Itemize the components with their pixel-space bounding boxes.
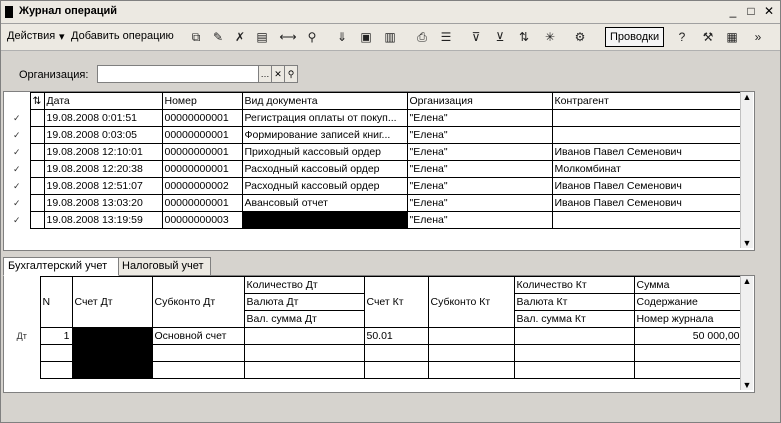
date-cell[interactable]: 19.08.2008 12:51:07 xyxy=(44,178,162,195)
report-icon[interactable]: ▥ xyxy=(384,30,396,44)
table-row[interactable] xyxy=(4,127,744,144)
document-icon[interactable]: ▣ xyxy=(360,30,372,44)
column-schet-kt[interactable]: Счет Кт xyxy=(364,277,428,328)
help-icon[interactable]: ? xyxy=(678,30,686,44)
provodki-button[interactable]: Проводки xyxy=(605,27,664,47)
doc-type-cell[interactable]: Приходный кассовый ордер xyxy=(242,144,407,161)
column-n[interactable]: N xyxy=(40,277,72,328)
doc-type-cell[interactable]: Расходный кассовый ордер xyxy=(242,178,407,195)
org-cell[interactable]: "Елена" xyxy=(407,212,552,229)
row-marker-header xyxy=(4,93,30,110)
refresh-icon[interactable]: ✳ xyxy=(544,30,556,44)
table-row-selected[interactable] xyxy=(4,212,744,229)
contractor-cell[interactable]: Иванов Павел Семенович xyxy=(552,144,744,161)
posted-icon: ✓ xyxy=(4,212,30,229)
search-icon[interactable]: ⚲ xyxy=(284,65,298,83)
actions-menu[interactable]: Действия xyxy=(7,30,56,42)
column-organization[interactable]: Организация xyxy=(407,93,552,110)
scroll-up-icon[interactable]: ▲ xyxy=(742,276,752,286)
search-icon[interactable]: ⚲ xyxy=(307,30,317,44)
entry-subkonto-kt-cell[interactable] xyxy=(428,328,514,345)
journal-grid xyxy=(3,91,755,251)
number-cell[interactable]: 00000000001 xyxy=(162,161,242,178)
column-summa[interactable]: Сумма xyxy=(634,277,742,294)
post-icon[interactable]: ▤ xyxy=(256,30,268,44)
column-valsum-dt[interactable]: Вал. сумма Дт xyxy=(244,311,364,328)
doc-type-cell[interactable]: Регистрация оплаты от покуп... xyxy=(242,110,407,127)
entries-table xyxy=(4,276,743,379)
column-soderzhanie[interactable]: Содержание xyxy=(634,294,742,311)
maximize-icon[interactable]: □ xyxy=(747,4,755,18)
entry-row[interactable] xyxy=(4,328,742,345)
posted-icon: ✓ xyxy=(4,144,30,161)
sort-icon[interactable]: ⇅ xyxy=(30,93,44,110)
row-marker-header xyxy=(4,277,40,328)
doc-type-cell[interactable]: Авансовый отчет xyxy=(242,195,407,212)
number-cell[interactable]: 00000000002 xyxy=(162,178,242,195)
minimize-icon[interactable]: _ xyxy=(729,4,737,18)
journal-table xyxy=(4,92,745,229)
table-row[interactable] xyxy=(4,178,744,195)
date-cell[interactable]: 19.08.2008 0:03:05 xyxy=(44,127,162,144)
number-cell[interactable]: 00000000001 xyxy=(162,110,242,127)
posted-icon: ✓ xyxy=(4,178,30,195)
table-row[interactable] xyxy=(4,144,744,161)
entry-row-sub[interactable] xyxy=(4,362,742,379)
number-cell[interactable]: 00000000001 xyxy=(162,127,242,144)
filter-icon[interactable]: ⊽ xyxy=(471,30,481,44)
column-number[interactable]: Номер xyxy=(162,93,242,110)
entries-scrollbar[interactable] xyxy=(740,276,753,390)
entry-schet-kt-cell[interactable]: 50.01 xyxy=(364,328,428,345)
posted-icon: ✓ xyxy=(4,127,30,144)
title-bar xyxy=(1,1,780,24)
scroll-down-icon[interactable]: ▼ xyxy=(742,380,752,390)
column-schet-dt[interactable]: Счет Дт xyxy=(72,277,152,328)
select-button[interactable]: … xyxy=(258,65,272,83)
entry-subkonto-dt-cell[interactable]: Основной счет xyxy=(152,328,244,345)
entries-grid xyxy=(3,275,755,393)
column-contractor[interactable]: Контрагент xyxy=(552,93,744,110)
contractor-cell[interactable]: Иванов Павел Семенович xyxy=(552,178,744,195)
window-title: Журнал операций xyxy=(19,5,118,17)
settings-icon[interactable]: ⚙ xyxy=(574,30,586,44)
dropdown-icon: ▾ xyxy=(59,31,65,43)
number-cell[interactable]: 00000000003 xyxy=(162,212,242,229)
org-cell[interactable]: "Елена" xyxy=(407,144,552,161)
tab-accounting[interactable]: Бухгалтерский учет xyxy=(3,257,119,276)
column-kol-kt[interactable]: Количество Кт xyxy=(514,277,634,294)
close-icon[interactable]: ✕ xyxy=(763,4,775,18)
calendar-icon[interactable]: ▦ xyxy=(726,30,738,44)
clear-icon[interactable]: ✕ xyxy=(271,65,285,83)
posted-icon: ✓ xyxy=(4,110,30,127)
add-operation-button[interactable]: Добавить операцию xyxy=(71,30,174,42)
column-subkonto-kt[interactable]: Субконто Кт xyxy=(428,277,514,328)
org-cell[interactable]: "Елена" xyxy=(407,161,552,178)
column-doc-type[interactable]: Вид документа xyxy=(242,93,407,110)
more-icon[interactable]: » xyxy=(754,30,762,44)
table-row[interactable] xyxy=(4,110,744,127)
filter-set-icon[interactable]: ⊻ xyxy=(495,30,505,44)
org-cell[interactable]: "Елена" xyxy=(407,195,552,212)
date-cell[interactable]: 19.08.2008 13:19:59 xyxy=(44,212,162,229)
entry-schet-dt-cell[interactable] xyxy=(72,328,152,345)
column-kol-dt[interactable]: Количество Дт xyxy=(244,277,364,294)
tools-icon[interactable]: ⚒ xyxy=(702,30,714,44)
column-val-kt[interactable]: Валюта Кт xyxy=(514,294,634,311)
entry-n-cell[interactable]: 1 xyxy=(40,328,72,345)
toolbar xyxy=(1,24,780,51)
date-cell[interactable]: 19.08.2008 12:20:38 xyxy=(44,161,162,178)
org-cell[interactable]: "Елена" xyxy=(407,178,552,195)
column-nomer-zhurnala[interactable]: Номер журнала xyxy=(634,311,742,328)
entry-icon: Дт xyxy=(4,328,40,345)
column-subkonto-dt[interactable]: Субконто Дт xyxy=(152,277,244,328)
table-row[interactable] xyxy=(4,161,744,178)
column-val-dt[interactable]: Валюта Дт xyxy=(244,294,364,311)
entry-row-sub[interactable] xyxy=(4,345,742,362)
entry-kol-dt-cell[interactable] xyxy=(244,328,364,345)
delete-icon[interactable]: ✗ xyxy=(234,30,246,44)
column-date[interactable]: Дата xyxy=(44,93,162,110)
doc-type-cell[interactable]: Формирование записей книг... xyxy=(242,127,407,144)
journal-header-row xyxy=(4,93,744,110)
table-row[interactable] xyxy=(4,195,744,212)
tab-tax[interactable]: Налоговый учет xyxy=(117,257,211,276)
posted-icon: ✓ xyxy=(4,161,30,178)
date-cell[interactable]: 19.08.2008 13:03:20 xyxy=(44,195,162,212)
org-cell[interactable]: "Елена" xyxy=(407,110,552,127)
org-cell[interactable]: "Елена" xyxy=(407,127,552,144)
doc-type-cell[interactable]: Расходный кассовый ордер xyxy=(242,161,407,178)
entries-header-row-1 xyxy=(4,277,742,294)
edit-icon[interactable]: ✎ xyxy=(212,30,224,44)
scroll-down-icon[interactable]: ▼ xyxy=(742,238,752,248)
period-icon[interactable]: ⟷ xyxy=(279,30,297,44)
copy-icon[interactable]: ⧉ xyxy=(191,30,201,44)
contractor-cell[interactable]: Иванов Павел Семенович xyxy=(552,195,744,212)
posted-icon: ✓ xyxy=(4,195,30,212)
contractor-cell[interactable] xyxy=(552,127,744,144)
contractor-cell[interactable]: Молкомбинат xyxy=(552,161,744,178)
number-cell[interactable]: 00000000001 xyxy=(162,195,242,212)
sort-icon[interactable]: ⇅ xyxy=(518,30,530,44)
contractor-cell[interactable] xyxy=(552,212,744,229)
entry-kol-kt-cell[interactable] xyxy=(514,328,634,345)
scroll-up-icon[interactable]: ▲ xyxy=(742,92,752,102)
date-cell[interactable]: 19.08.2008 12:10:01 xyxy=(44,144,162,161)
app-icon xyxy=(5,6,13,18)
print-icon[interactable]: ⎙ xyxy=(417,30,427,44)
hierarchy-icon[interactable]: ⇓ xyxy=(336,30,348,44)
organization-input[interactable] xyxy=(97,65,259,83)
column-valsum-kt[interactable]: Вал. сумма Кт xyxy=(514,311,634,328)
date-cell[interactable]: 19.08.2008 0:01:51 xyxy=(44,110,162,127)
contractor-cell[interactable] xyxy=(552,110,744,127)
entry-summa-cell[interactable]: 50 000,00 xyxy=(634,328,742,345)
organization-label: Организация: xyxy=(19,69,89,81)
doc-type-cell-selected[interactable]: Расходный кассовый ордер xyxy=(242,212,407,229)
journal-scrollbar[interactable] xyxy=(740,92,753,248)
number-cell[interactable]: 00000000001 xyxy=(162,144,242,161)
list-icon[interactable]: ☰ xyxy=(440,30,452,44)
